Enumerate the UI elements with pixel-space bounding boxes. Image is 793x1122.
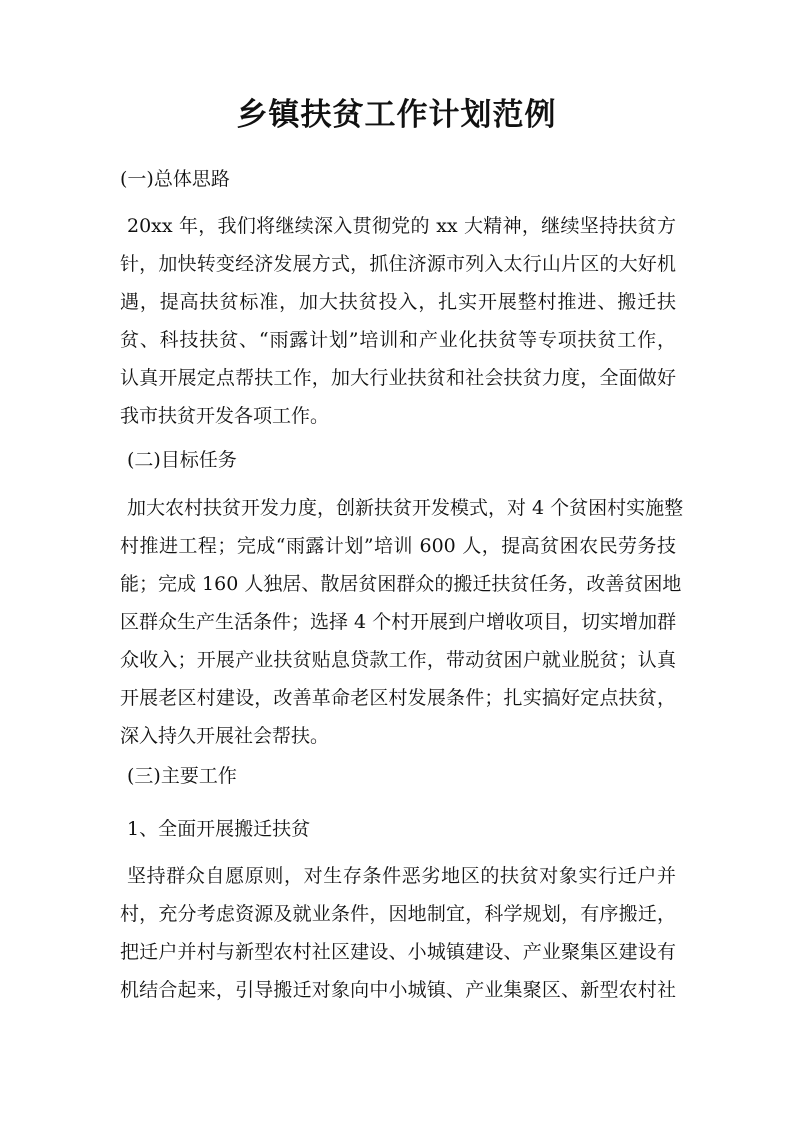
paragraph-relocation [120,857,676,1009]
paragraph-line: 深入持久开展社会帮扶。 [120,725,330,747]
paragraph-line: 20xx 年，我们将继续深入贯彻党的 xx 大精神，继续坚持扶贫方 [127,215,676,237]
subsection-heading-relocation: 1、全面开展搬迁扶贫 [127,818,311,840]
paragraph-line: 我市扶贫开发各项工作。 [120,405,330,427]
paragraph-line: 众收入；开展产业扶贫贴息贷款工作，带动贫困户就业脱贫；认真 [120,649,676,671]
paragraph-line: 区群众生产生活条件；选择 4 个村开展到户增收项目，切实增加群 [120,611,677,633]
paragraph-line: 机结合起来，引导搬迁对象向中小城镇、产业集聚区、新型农村社 [120,979,676,1001]
paragraph-line: 针，加快转变经济发展方式，抓住济源市列入太行山片区的大好机 [120,253,676,275]
paragraph-line: 贫、科技扶贫、“雨露计划”培训和产业化扶贫等专项扶贫工作， [120,329,676,351]
section-heading-overall-approach: (一)总体思路 [120,168,230,190]
paragraph-line: 认真开展定点帮扶工作，加大行业扶贫和社会扶贫力度，全面做好 [120,367,676,389]
section-heading-goals: (二)目标任务 [127,449,237,471]
paragraph-line: 坚持群众自愿原则，对生存条件恶劣地区的扶贫对象实行迁户并 [127,865,676,887]
paragraph-overall-approach [120,207,676,435]
document-title: 乡镇扶贫工作计划范例 [236,97,557,133]
paragraph-line: 把迁户并村与新型农村社区建设、小城镇建设、产业聚集区建设有 [120,941,676,963]
paragraph-line: 加大农村扶贫开发力度，创新扶贫开发模式，对 4 个贫困村实施整 [127,497,684,519]
paragraph-goals [120,489,684,755]
paragraph-line: 遇，提高扶贫标准，加大扶贫投入，扎实开展整村推进、搬迁扶 [120,291,676,313]
paragraph-line: 村推进工程；完成“雨露计划”培训 600 人，提高贫困农民劳务技 [120,535,676,557]
section-heading-main-work: (三)主要工作 [127,765,237,787]
paragraph-line: 开展老区村建设，改善革命老区村发展条件；扎实搞好定点扶贫， [120,687,676,709]
paragraph-line: 村，充分考虑资源及就业条件，因地制宜，科学规划，有序搬迁， [120,903,676,925]
paragraph-line: 能；完成 160 人独居、散居贫困群众的搬迁扶贫任务，改善贫困地 [120,573,682,595]
